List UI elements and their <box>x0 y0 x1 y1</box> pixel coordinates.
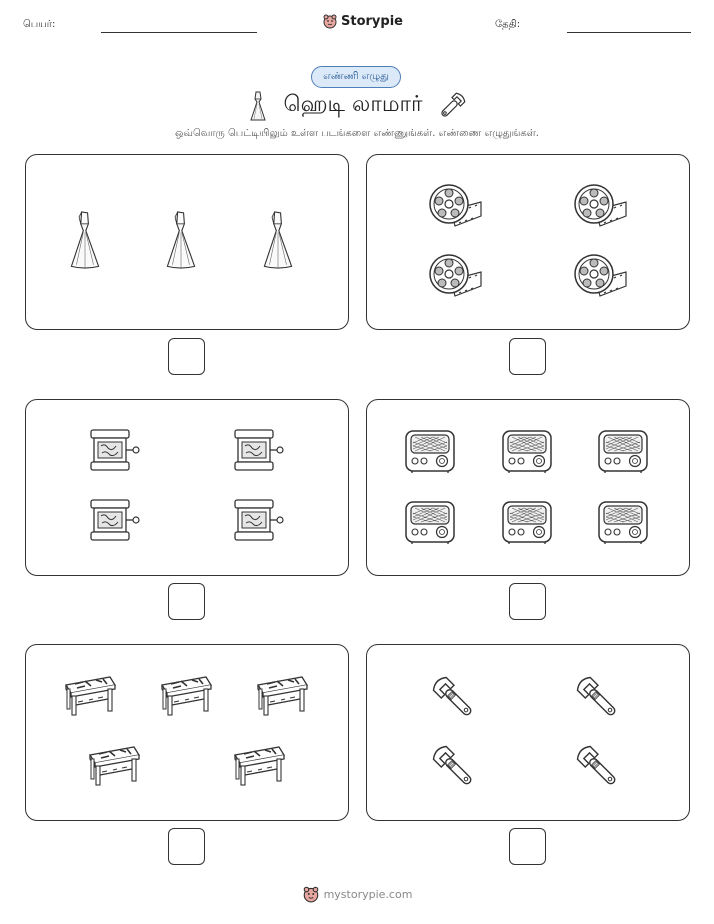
workbench-icon <box>255 673 309 717</box>
gown-icon <box>164 207 198 273</box>
storypie-mascot-icon <box>302 885 320 903</box>
storypie-mascot-icon <box>322 13 338 29</box>
gown-icon <box>68 207 102 273</box>
page-title: ஹெடி லாமார் <box>283 92 423 117</box>
radio-icon <box>501 499 553 545</box>
count-panel-radios <box>366 399 690 576</box>
music-box-icon <box>232 428 284 474</box>
instructions: ஒவ்வொரு பெட்டியிலும் உள்ள படங்களை எண்ணுங்கள். எண்ணை எழுதுங்கள். <box>175 128 539 139</box>
music-box-icon <box>88 428 140 474</box>
radio-icon <box>597 428 649 474</box>
answer-box-film-reels[interactable] <box>509 338 546 375</box>
wrench-icon <box>429 673 479 723</box>
date-label: தேதி: <box>495 19 521 30</box>
wrench-icon <box>437 91 467 121</box>
count-panel-gowns <box>25 154 349 330</box>
name-label: பெயர்: <box>23 19 56 30</box>
footer <box>0 885 714 903</box>
film-reel-icon <box>426 252 484 300</box>
brand-logo <box>322 13 403 29</box>
answer-box-workbenches[interactable] <box>168 828 205 865</box>
film-reel-icon <box>426 182 484 230</box>
brand-name: Storypie <box>341 13 403 29</box>
activity-badge: எண்ணி எழுது <box>311 66 401 88</box>
title-row <box>230 88 484 124</box>
gown-icon <box>247 90 269 122</box>
wrench-icon <box>573 742 623 792</box>
radio-icon <box>404 428 456 474</box>
name-line[interactable] <box>101 32 257 33</box>
radio-icon <box>404 499 456 545</box>
film-reel-icon <box>571 182 629 230</box>
count-panel-film-reels <box>366 154 690 330</box>
answer-box-music-boxes[interactable] <box>168 583 205 620</box>
workbench-icon <box>159 673 213 717</box>
music-box-icon <box>88 498 140 544</box>
count-panel-workbenches <box>25 644 349 821</box>
music-box-icon <box>232 498 284 544</box>
answer-box-wrenches[interactable] <box>509 828 546 865</box>
radio-icon <box>501 428 553 474</box>
wrench-icon <box>429 742 479 792</box>
workbench-icon <box>87 743 141 787</box>
workbench-icon <box>232 743 286 787</box>
answer-box-gowns[interactable] <box>168 338 205 375</box>
workbench-icon <box>63 673 117 717</box>
count-panel-music-boxes <box>25 399 349 576</box>
date-line[interactable] <box>567 32 691 33</box>
answer-box-radios[interactable] <box>509 583 546 620</box>
radio-icon <box>597 499 649 545</box>
count-panel-wrenches <box>366 644 690 821</box>
wrench-icon <box>573 673 623 723</box>
gown-icon <box>261 207 295 273</box>
footer-site[interactable]: mystorypie.com <box>323 887 413 901</box>
film-reel-icon <box>571 252 629 300</box>
